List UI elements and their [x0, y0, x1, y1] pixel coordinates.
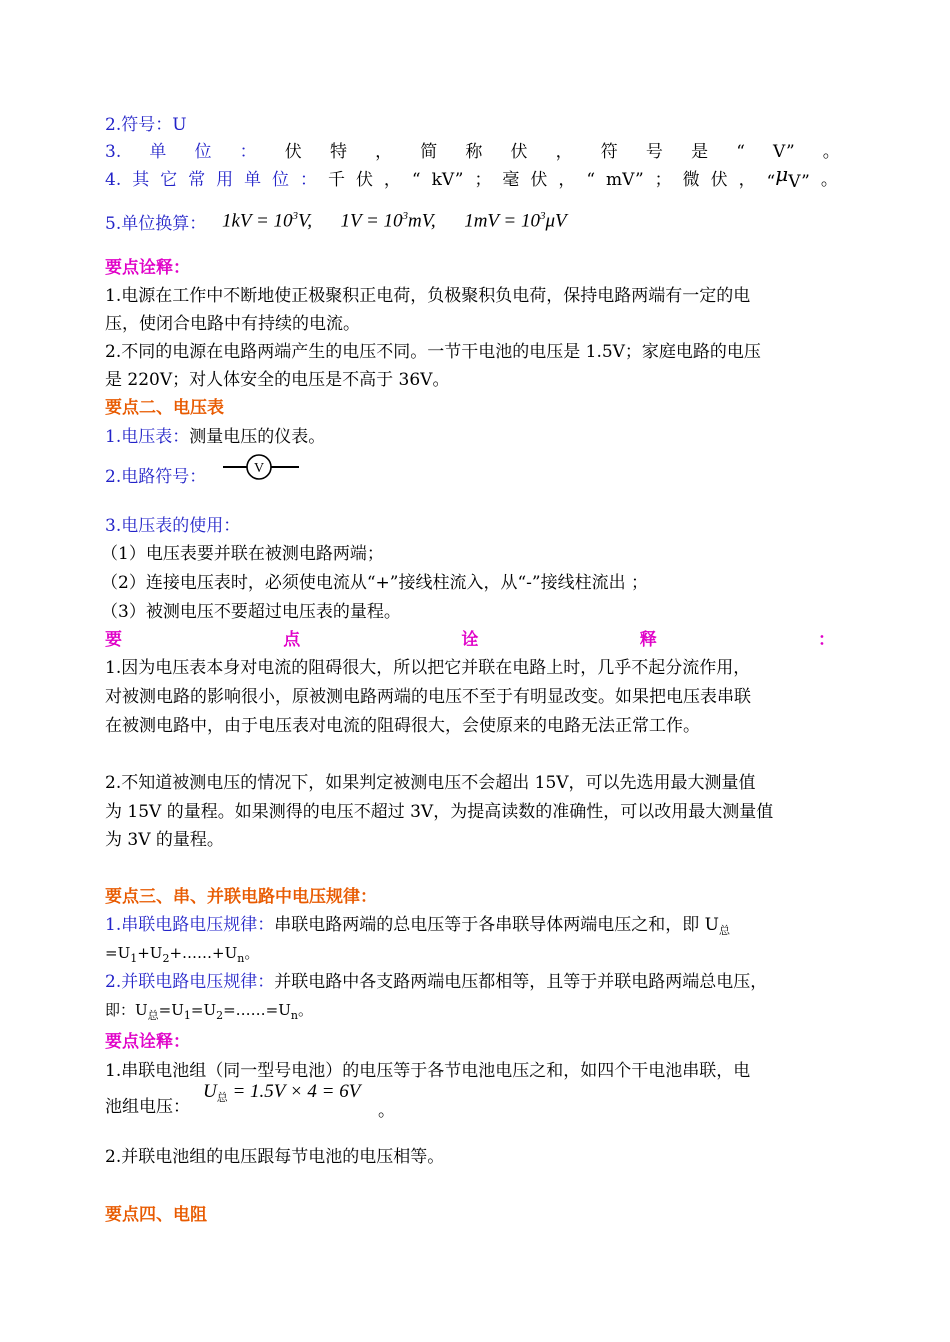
parallel-rule [105, 971, 767, 993]
notes2-heading [105, 629, 835, 651]
rule3: （3）被测电压不要超过电压表的量程。 [101, 602, 401, 622]
notes2-p2-l3: 为 3V 的量程。 [105, 830, 224, 850]
formula-sup: 3 [402, 210, 409, 222]
formula-sub: 2 [162, 952, 170, 965]
symbol-letter: V [253, 461, 265, 476]
notes2-p2-l1: 2.不知道被测电压的情况下，如果判定被测电压不会超出 15V，可以先选用最大测量值 [105, 773, 756, 793]
unit-char: 是 [691, 142, 709, 162]
unit-char: 符 [600, 142, 618, 162]
symbol-line [105, 114, 187, 136]
formula-part: =……=U [223, 1001, 291, 1019]
formula-part: μV [545, 210, 567, 232]
series-formula [105, 942, 259, 966]
micro-unit [766, 162, 810, 193]
heading-char: 点 [283, 630, 301, 650]
other-units-line [105, 162, 838, 193]
rule1: （1）电压表要并联在被测电路两端； [101, 544, 384, 564]
micro-symbol: μ [775, 162, 789, 186]
voltmeter-item1 [105, 426, 325, 448]
unit-char: “ [411, 170, 421, 190]
formula-part: mV, [408, 210, 436, 232]
unit-char: ： [300, 170, 318, 190]
notes2-p1-l2: 对被测电路的影响很小，原被测电路两端的电压不至于有明显改变。如果把电压表串联 [105, 687, 751, 707]
unit-char: 4. [105, 170, 122, 190]
battery-end: 。 [378, 1101, 395, 1121]
notes1-p2-l1: 2.不同的电源在电路两端产生的电压不同。一节干电池的电压是 1.5V；家庭电路的电压 [105, 342, 761, 362]
unit-char: 微 [682, 170, 700, 190]
formula-sub: 总 [147, 1009, 159, 1022]
resistance-heading: 要点四、电阻 [105, 1205, 207, 1225]
unit-char: 用 [216, 170, 234, 190]
series-text: 串联电路两端的总电压等于各串联导体两端电压之和，即 U [274, 915, 719, 935]
battery-formula [203, 1081, 360, 1103]
notes3-p2: 2.并联电池组的电压跟每节电池的电压相等。 [105, 1147, 445, 1167]
formula-part: =U [190, 1001, 217, 1019]
notes3-heading: 要点诠释： [105, 1032, 190, 1052]
unit-char: kV” [431, 170, 464, 190]
formula-sup: 3 [540, 210, 546, 222]
formula-part: 1V = 10 [340, 210, 403, 232]
notes1-heading: 要点诠释： [105, 258, 190, 278]
unit-char: “ [586, 170, 596, 190]
heading-char: 要 [105, 630, 122, 650]
unit-char: 号 [645, 142, 663, 162]
unit-char: 毫 [502, 170, 520, 190]
item2-label: 2.电路符号： [105, 467, 207, 487]
formula-part: 。 [244, 944, 260, 962]
unit-char: 位 [194, 142, 212, 162]
unit-char: 单 [149, 142, 167, 162]
rules-heading: 要点三、串、并联电路中电压规律： [105, 887, 377, 907]
parallel-text: 并联电路中各支路两端电压都相等，且等于并联电路两端总电压， [274, 972, 768, 992]
formula-part: +……+U [169, 944, 238, 962]
rule2: （2）连接电压表时，必须使电流从“+”接线柱流入，从“-”接线柱流出 ； [101, 573, 648, 593]
formula-sub: 1 [130, 952, 138, 965]
formula-part: 。 [297, 1001, 313, 1019]
formula-part: 1kV = 10 [222, 210, 293, 232]
formula-part: =U [105, 944, 131, 962]
unit-char: 其 [132, 170, 150, 190]
unit-char: ； [654, 170, 672, 190]
parallel-formula [105, 999, 313, 1023]
quote-open: “ [766, 172, 776, 192]
series-label: 1.串联电路电压规律： [105, 915, 275, 935]
formula-part: =U [158, 1001, 184, 1019]
formula-part: = 1.5V × 4 = 6V [227, 1081, 361, 1102]
formula-sup: 3 [292, 210, 299, 222]
voltmeter-heading: 要点二、电压表 [105, 398, 224, 418]
series-rule [105, 914, 730, 938]
formula-sub: n [237, 952, 245, 965]
micro-tail: V” [788, 172, 810, 192]
unit-char: 简 [420, 142, 438, 162]
conversion-formula [222, 201, 567, 236]
notes1-p2-l2: 是 220V；对人体安全的电压是不高于 36V。 [105, 370, 450, 390]
unit-char: 伏 [355, 170, 373, 190]
formula-sub: 1 [183, 1009, 191, 1022]
voltmeter-item3: 3.电压表的使用： [105, 516, 241, 536]
series-sub: 总 [718, 924, 730, 937]
unit-char: 常 [188, 170, 206, 190]
unit-char: 伏 [284, 142, 302, 162]
unit-line [105, 141, 840, 163]
notes3-p1-l1: 1.串联电池组（同一型号电池）的电压等于各节电池电压之和，如四个干电池串联，电 [105, 1061, 751, 1081]
notes2-p1-l1: 1.因为电压表本身对电流的阻碍很大，所以把它并联在电路上时，几乎不起分流作用， [105, 658, 751, 678]
formula-sub: n [290, 1009, 298, 1022]
battery-label: 池组电压： [105, 1097, 190, 1117]
unit-char: mV” [605, 170, 644, 190]
unit-char: ， [738, 170, 756, 190]
unit-char: ， [558, 170, 576, 190]
unit-char: 。 [820, 170, 838, 190]
unit-char: 单 [244, 170, 262, 190]
unit-char: ， [555, 142, 573, 162]
voltmeter-symbol [223, 452, 303, 482]
parallel-label: 2.并联电路电压规律： [105, 972, 275, 992]
notes2-p2-l2: 为 15V 的量程。如果测得的电压不超过 3V，为提高读数的准确性，可以改用最大测量值 [105, 802, 774, 822]
formula-part: 即：U [105, 1001, 148, 1019]
symbol-value: U [172, 115, 187, 135]
unit-char: 位 [272, 170, 290, 190]
item1-label: 1.电压表： [105, 427, 190, 447]
notes1-p1-l1: 1.电源在工作中不断地使正极聚积正电荷，负极聚积负电荷，保持电路两端有一定的电 [105, 286, 751, 306]
formula-sub: 2 [216, 1009, 224, 1022]
unit-char: 它 [160, 170, 178, 190]
formula-sub: 总 [216, 1091, 228, 1104]
voltmeter-item2 [105, 466, 206, 488]
unit-char: 伏 [510, 142, 528, 162]
unit-char: 3. [105, 142, 122, 162]
unit-char: “ [736, 142, 745, 162]
item1-text: 测量电压的仪表。 [189, 427, 326, 447]
symbol-label: 2.符号： [105, 115, 173, 135]
notes3-p1-l2 [105, 1096, 190, 1118]
unit-char: 伏 [530, 170, 548, 190]
formula-part: V, [298, 210, 312, 232]
formula-part: 1mV = 10 [464, 210, 540, 232]
unit-char: 。 [822, 142, 840, 162]
heading-char: 诠 [461, 630, 479, 650]
conversion-label: 5.单位换算： [105, 214, 207, 234]
unit-char: 千 [327, 170, 345, 190]
unit-char: ； [474, 170, 492, 190]
heading-char: ： [818, 630, 835, 650]
unit-char: ： [239, 142, 257, 162]
formula-part: +U [137, 944, 163, 962]
unit-char: ， [375, 142, 393, 162]
unit-char: ， [383, 170, 401, 190]
heading-char: 释 [639, 630, 657, 650]
unit-char: V” [773, 142, 795, 162]
notes1-p1-l2: 压，使闭合电路中有持续的电流。 [105, 314, 360, 334]
unit-char: 称 [465, 142, 483, 162]
notes2-p1-l3: 在被测电路中，由于电压表对电流的阻碍很大，会使原来的电路无法正常工作。 [105, 716, 700, 736]
unit-char: 伏 [710, 170, 728, 190]
unit-char: 特 [329, 142, 347, 162]
formula-part: U [203, 1081, 217, 1102]
